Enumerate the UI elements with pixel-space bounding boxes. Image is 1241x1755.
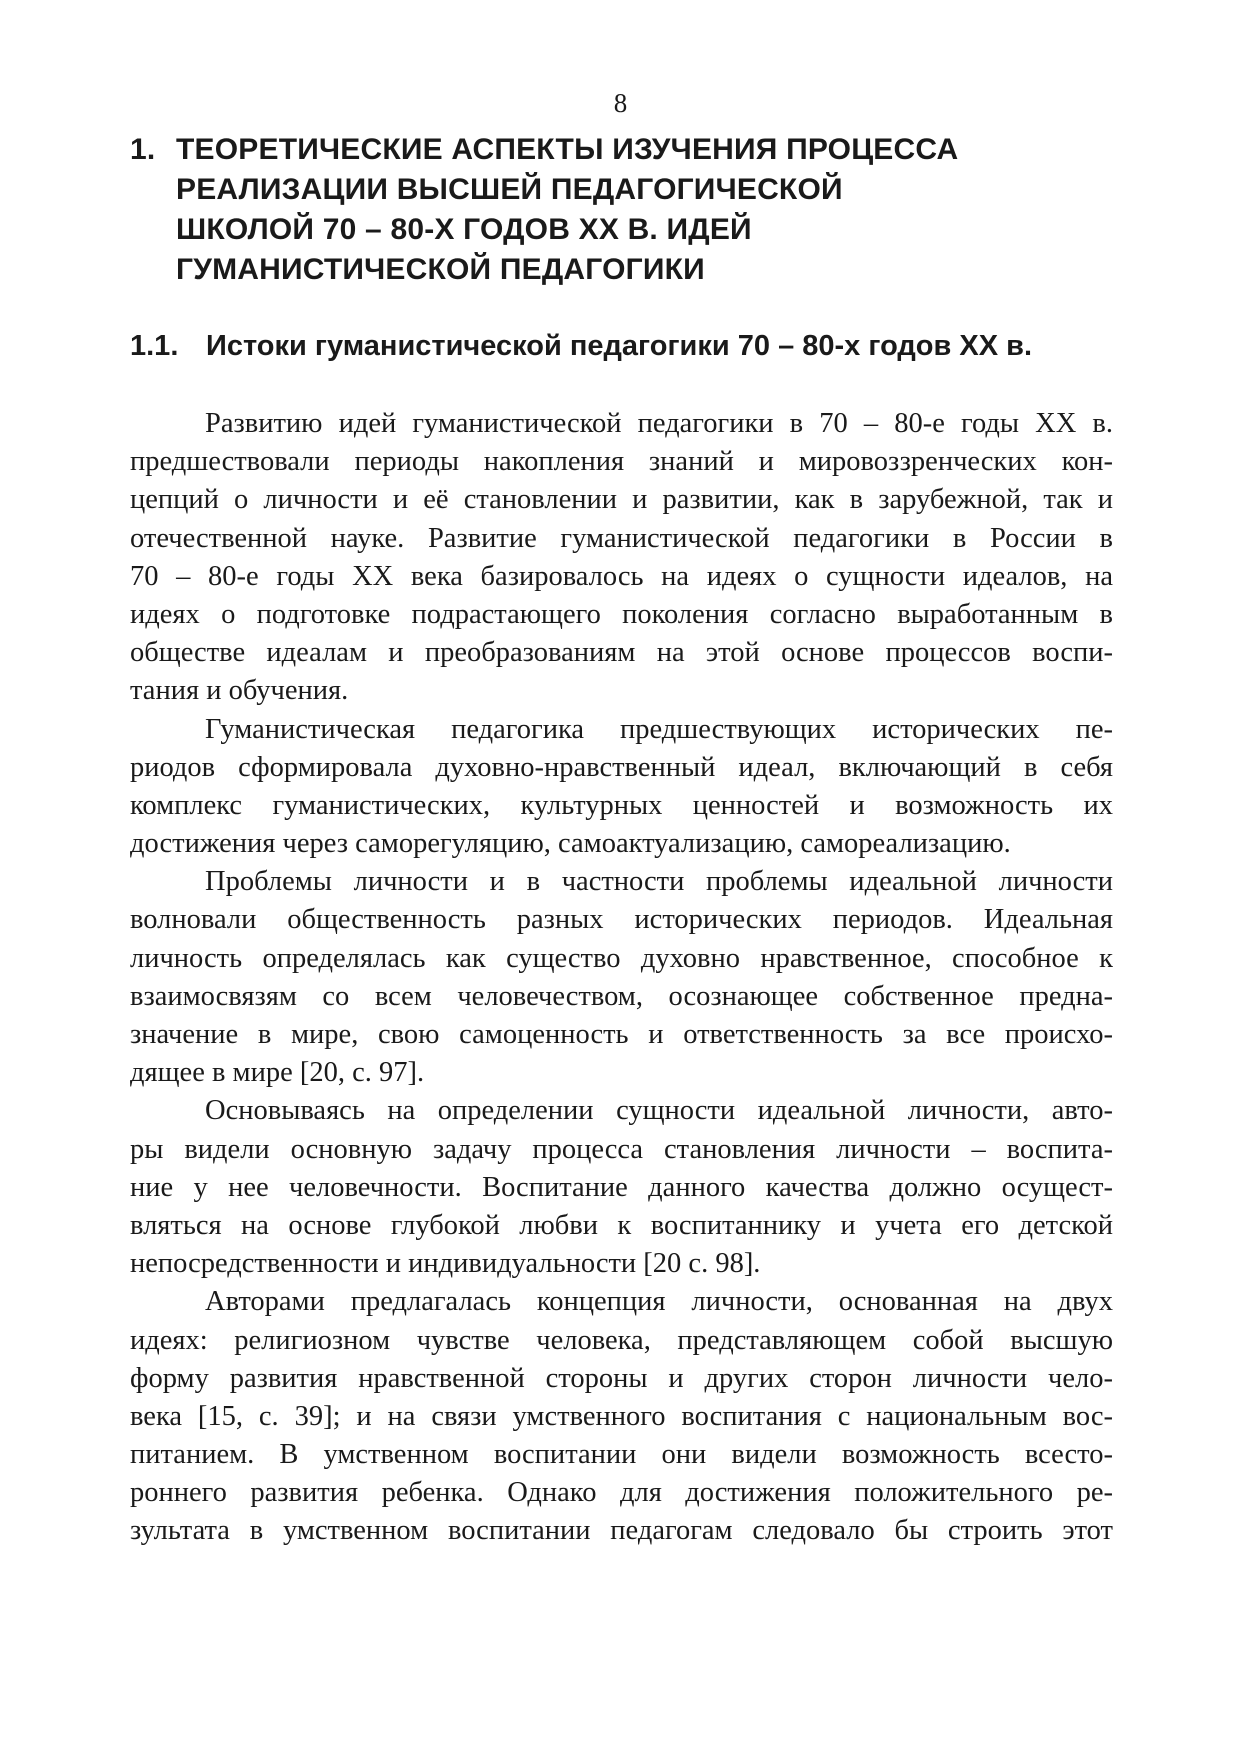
text-line: волновали общественность разных исторических периодов. Идеальная (130, 904, 1113, 936)
text-line: риодов сформировала духовно-нравственный идеал, включающий в себя (130, 751, 1113, 783)
text-line: Основываясь на определении сущности идеальной личности, авто- (205, 1095, 1113, 1127)
text-line: идеях: религиозном чувстве человека, представляющем собой высшую (130, 1324, 1113, 1356)
text-line: значение в мире, свою самоценность и ответственность за все происхо- (130, 1019, 1113, 1050)
chapter-title-line: РЕАЛИЗАЦИИ ВЫСШЕЙ ПЕДАГОГИЧЕСКОЙ (176, 173, 843, 206)
chapter-title-line: ТЕОРЕТИЧЕСКИЕ АСПЕКТЫ ИЗУЧЕНИЯ ПРОЦЕССА (176, 133, 959, 166)
chapter-title (176, 130, 1110, 290)
text-line: роннего развития ребенка. Однако для достижения положительного ре- (130, 1477, 1113, 1509)
text-line: 70 – 80-е годы ХХ века базировалось на идеях о сущности идеалов, на (130, 560, 1113, 592)
paragraph (130, 1092, 1113, 1283)
text-line: непосредственности и индивидуальности [20 с. 98]. (130, 1248, 761, 1280)
paragraph (130, 711, 1113, 864)
text-line: ры видели основную задачу процесса становления личности – воспита- (130, 1133, 1113, 1165)
text-line: питанием. В умственном воспитании они видели возможность всесто- (130, 1439, 1113, 1471)
text-line: ние у нее человечности. Воспитание данного качества должно осущест- (130, 1171, 1113, 1203)
section-heading (130, 327, 1120, 365)
text-line: предшествовали периоды накопления знаний и мировоззренческих кон- (130, 446, 1113, 478)
text-line: Проблемы личности и в частности проблемы идеальной личности (205, 866, 1113, 898)
section-title: Истоки гуманистической педагогики 70 – 80-х годов ХХ в. (206, 330, 1033, 362)
text-line: века [15, с. 39]; и на связи умственного воспитания с национальным вос- (130, 1400, 1113, 1432)
chapter-title-line: ГУМАНИСТИЧЕСКОЙ ПЕДАГОГИКИ (176, 253, 705, 286)
body-text (130, 405, 1113, 1551)
text-line: тания и обучения. (130, 675, 349, 707)
page-number: 8 (613, 88, 628, 118)
text-line: отечественной науке. Развитие гуманистической педагогики в России в (130, 522, 1113, 554)
chapter-number: 1. (130, 133, 156, 166)
section-number: 1.1. (130, 330, 179, 362)
paragraph (130, 863, 1113, 1092)
paragraph (130, 1283, 1113, 1550)
text-line: комплекс гуманистических, культурных ценностей и возможность их (130, 789, 1113, 821)
text-line: достижения через саморегуляцию, самоактуализацию, самореализацию. (130, 828, 1011, 860)
paragraph (130, 405, 1113, 711)
text-line: форму развития нравственной стороны и других сторон личности чело- (130, 1362, 1113, 1394)
text-line: Развитию идей гуманистической педагогики в 70 – 80-е годы ХХ в. (205, 408, 1113, 439)
text-line: дящее в мире [20, с. 97]. (130, 1057, 425, 1089)
text-line: цепций о личности и её становлении и развитии, как в зарубежной, так и (130, 484, 1113, 516)
text-line: Авторами предлагалась концепция личности, основанная на двух (205, 1286, 1113, 1318)
text-line: Гуманистическая педагогика предшествующих исторических пе- (205, 713, 1113, 745)
text-line: идеях о подготовке подрастающего поколения согласно выработанным в (130, 598, 1113, 630)
chapter-title-line: ШКОЛОЙ 70 – 80-Х ГОДОВ ХХ В. ИДЕЙ (176, 213, 752, 246)
text-line: обществе идеалам и преобразованиям на этой основе процессов воспи- (130, 637, 1113, 669)
text-line: взаимосвязям со всем человечеством, осознающее собственное предна- (130, 980, 1113, 1012)
text-line: зультата в умственном воспитании педагогам следовало бы строить этот (130, 1515, 1113, 1547)
chapter-heading (130, 130, 1110, 290)
text-line: вляться на основе глубокой любви к воспитаннику и учета его детской (130, 1209, 1113, 1241)
text-line: личность определялась как существо духовно нравственное, способное к (130, 942, 1113, 974)
